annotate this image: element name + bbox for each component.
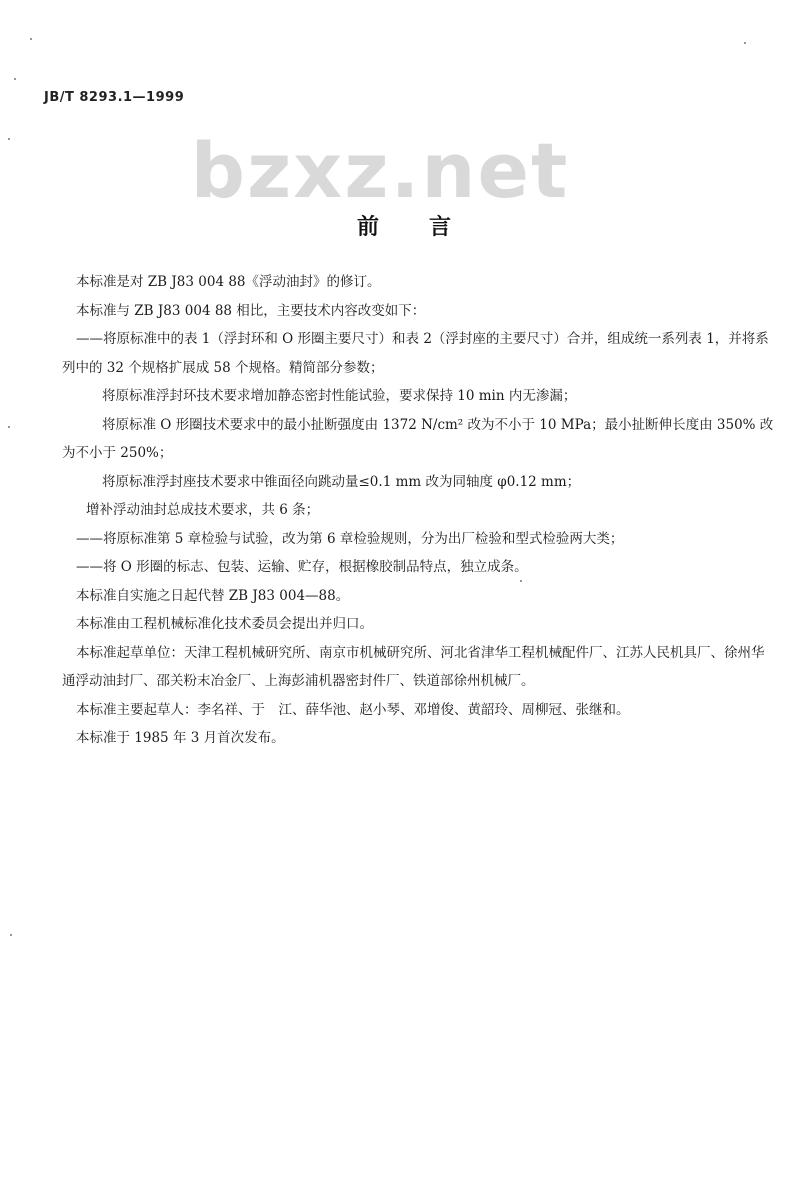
paragraph: ——将原标准中的表 1（浮封环和 O 形圈主要尺寸）和表 2（浮封座的主要尺寸）合并，组成统一系列表 1，并将系列中的 32 个规格扩展成 58 个规格。精简部分参数； [62,331,769,376]
paragraph: 增补浮动油封总成技术要求，共 6 条； [86,502,320,518]
paragraph: 本标准由工程机械标准化技术委员会提出并归口。 [76,616,373,632]
paragraph: 本标准主要起草人：李名祥、于 江、薛华池、赵小琴、邓增俊、黄韶玲、周柳冠、张继和。 [76,701,630,718]
paragraph: 将原标准浮封座技术要求中锥面径向跳动量≤0.1 mm 改为同轴度 φ0.12 mm； [102,473,581,490]
scan-speck [10,934,12,936]
section-title: 前 言 [356,215,453,240]
scan-speck [8,138,10,140]
paragraph: 本标准是对 ZB J83 004 88《浮动油封》的修订。 [76,274,381,290]
scan-speck [8,426,10,428]
paragraph: 本标准于 1985 年 3 月首次发布。 [76,730,285,746]
paragraph: 将原标准 O 形圈技术要求中的最小扯断强度由 1372 N/cm² 改为不小于 10 MPa；最小扯断伸长度由 350% 改为不小于 250%； [62,416,774,461]
paragraph: 本标准自实施之日起代替 ZB J83 004—88。 [76,587,350,604]
foreword-body [62,268,776,753]
standard-code: JB/T 8293.1—1999 [44,90,185,105]
paragraph: ——将原标准第 5 章检验与试验，改为第 6 章检验规则，分为出厂检验和型式检验两大类； [76,530,624,547]
scan-speck [744,42,746,44]
scan-speck [30,38,32,40]
watermark: bzxz.net [190,126,570,215]
paragraph: 将原标准浮封环技术要求增加静态密封性能试验，要求保持 10 min 内无渗漏； [102,388,577,404]
paragraph: 本标准起草单位：天津工程机械研究所、南京市机械研究所、河北省津华工程机械配件厂、江苏人民机具厂、徐州华通浮动油封厂、邵关粉末冶金厂、上海彭浦机器密封件厂、铁道部徐州机械厂。 [62,644,765,689]
paragraph: 本标准与 ZB J83 004 88 相比，主要技术内容改变如下： [76,302,426,319]
paragraph: ——将 O 形圈的标志、包装、运输、贮存，根据橡胶制品特点，独立成条。 [76,559,528,575]
scan-speck [14,78,16,80]
scan-speck [520,580,522,582]
